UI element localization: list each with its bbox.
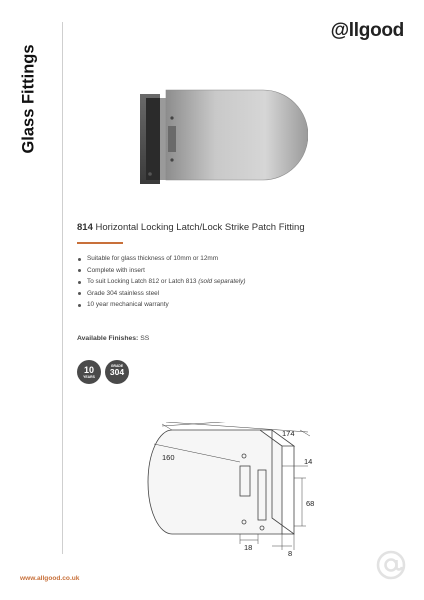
warranty-badge-icon: 10 YEARS [77, 360, 101, 384]
accent-divider [77, 242, 123, 244]
feature-item: Complete with insert [77, 265, 245, 277]
section-title-text: Glass Fittings [19, 44, 38, 154]
finishes-value: SS [140, 335, 150, 342]
product-photo [138, 86, 308, 188]
dimension-drawing [132, 422, 328, 560]
finishes-label: Available Finishes: [77, 335, 139, 342]
website-link[interactable]: www.allgood.co.uk [20, 575, 80, 582]
dim-width: 160 [162, 453, 175, 462]
feature-item: Grade 304 stainless steel [77, 288, 245, 300]
section-title [19, 44, 39, 154]
feature-item: 10 year mechanical warranty [77, 299, 245, 311]
feature-note: (sold separately) [198, 278, 246, 286]
product-code: 814 [77, 222, 93, 233]
product-heading [77, 222, 305, 233]
dim-bottom-a: 18 [244, 543, 253, 552]
dim-height: 68 [306, 499, 315, 508]
dim-bottom-b: 8 [288, 549, 293, 558]
side-divider [62, 22, 63, 554]
brand-logo: @llgood [330, 20, 404, 41]
steel-grade-badge-icon: GRADE 304 [105, 360, 129, 384]
feature-item: Suitable for glass thickness of 10mm or 12mm [77, 253, 245, 265]
feature-list [77, 253, 245, 311]
dim-length: 174 [282, 429, 295, 438]
product-name: Horizontal Locking Latch/Lock Strike Patch Fitting [95, 222, 305, 233]
at-watermark-icon [376, 550, 406, 580]
dim-depth: 14 [304, 457, 313, 466]
feature-item: To suit Locking Latch 812 or Latch 813 (sold separately) [77, 276, 245, 288]
available-finishes [77, 335, 149, 342]
